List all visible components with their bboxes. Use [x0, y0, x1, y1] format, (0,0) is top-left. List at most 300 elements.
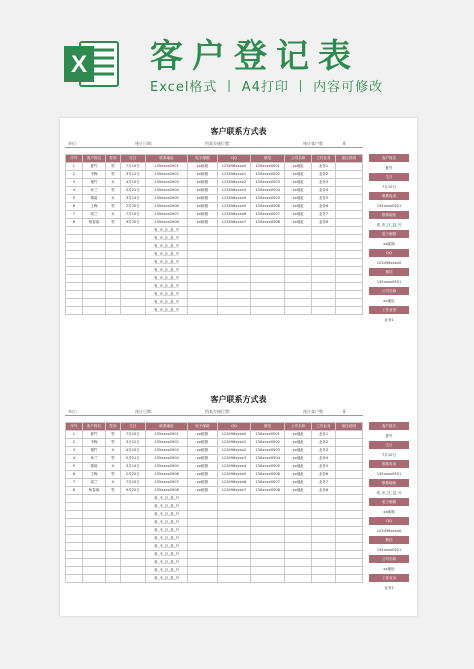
field-value: 7月10日 — [369, 451, 409, 459]
table-cell: 135xxxx0505 — [146, 463, 188, 471]
field-value: 123456xxxx0 — [369, 527, 409, 535]
table-cell — [251, 511, 285, 519]
table-cell: 业务2 — [312, 171, 335, 179]
table-cell — [312, 243, 335, 251]
table-cell — [106, 267, 121, 275]
table-cell: xx地址 — [284, 171, 311, 179]
table-cell — [284, 511, 311, 519]
table-cell — [106, 251, 121, 259]
template-title: 客户登记表 — [150, 36, 360, 75]
table-cell — [312, 307, 335, 315]
table-cell — [284, 259, 311, 267]
table-cell — [66, 519, 83, 527]
table-cell: 3月14日 — [120, 463, 145, 471]
column-header: QQ — [217, 155, 251, 163]
table-cell: 夏竹 — [82, 163, 105, 171]
table-cell: 女 — [106, 179, 121, 187]
table-cell: xx邮箱 — [188, 163, 217, 171]
table-cell — [120, 283, 145, 291]
table-cell: 7 — [66, 479, 83, 487]
address-placeholder: 省_市_区_县_号 — [146, 511, 188, 519]
field-label: 公司名称 — [369, 555, 409, 563]
field-label: 联系电话 — [369, 460, 409, 468]
table-cell — [217, 495, 251, 503]
table-cell: 男 — [106, 219, 121, 227]
table-cell — [66, 243, 83, 251]
table-cell: 123456xxxx1 — [217, 439, 251, 447]
table-cell: xx地址 — [284, 431, 311, 439]
table-cell — [217, 511, 251, 519]
table-cell — [217, 567, 251, 575]
table-cell — [106, 519, 121, 527]
table-row — [66, 447, 363, 455]
table-cell: 业务2 — [312, 439, 335, 447]
table-row — [66, 203, 363, 211]
table-cell: 135xxxx0503 — [251, 447, 285, 455]
table-cell — [82, 551, 105, 559]
field-label: 电子邮箱 — [369, 230, 409, 238]
table-cell: 3月12日 — [120, 171, 145, 179]
table-cell — [82, 519, 105, 527]
table-cell — [217, 527, 251, 535]
table-cell — [251, 267, 285, 275]
table-cell — [251, 559, 285, 567]
table-cell: 杨春菊 — [82, 219, 105, 227]
table-cell: 135xxxx0506 — [251, 203, 285, 211]
field-value: 省_市_区_县_号 — [369, 489, 409, 497]
table-cell — [120, 251, 145, 259]
field-value: 123456xxxx0 — [369, 259, 409, 267]
table-cell — [82, 283, 105, 291]
column-header: 电子邮箱 — [188, 155, 217, 163]
table-cell: 123456xxxx2 — [217, 447, 251, 455]
table-row — [66, 179, 363, 187]
table-cell: xx邮箱 — [188, 487, 217, 495]
table-cell — [335, 479, 362, 487]
table-cell — [335, 267, 362, 275]
table-cell — [251, 243, 285, 251]
table-cell — [251, 251, 285, 259]
table-cell — [217, 259, 251, 267]
table-cell — [312, 575, 335, 583]
table-cell: xx地址 — [284, 179, 311, 187]
table-cell: 135xxxx0507 — [251, 479, 285, 487]
table-cell — [335, 291, 362, 299]
table-cell — [120, 235, 145, 243]
table-cell — [284, 267, 311, 275]
table-cell — [335, 251, 362, 259]
table-cell: 123456xxxx3 — [217, 187, 251, 195]
table-cell: 123456xxxx0 — [217, 163, 251, 171]
table-cell — [217, 551, 251, 559]
table-cell — [284, 575, 311, 583]
table-cell — [251, 291, 285, 299]
table-cell — [312, 511, 335, 519]
table-cell — [335, 519, 362, 527]
address-placeholder: 省_市_区_县_号 — [146, 267, 188, 275]
table-cell — [82, 567, 105, 575]
unit-label: 单位: — [68, 141, 78, 146]
blank-row — [66, 519, 363, 527]
table-cell — [106, 227, 121, 235]
excel-icon — [62, 38, 120, 90]
table-cell: 135xxxx0504 — [251, 455, 285, 463]
table-cell — [251, 299, 285, 307]
table-cell: 123456xxxx6 — [217, 211, 251, 219]
table-cell — [312, 291, 335, 299]
table-cell — [188, 235, 217, 243]
table-cell — [284, 527, 311, 535]
table-cell — [284, 551, 311, 559]
table-cell — [120, 519, 145, 527]
table-cell: 8 — [66, 487, 83, 495]
table-cell — [335, 551, 362, 559]
table-cell: xx地址 — [284, 455, 311, 463]
field-value: 135xxxx0501 — [369, 546, 409, 554]
address-placeholder: 省_市_区_县_号 — [146, 551, 188, 559]
table-cell: 6 — [66, 203, 83, 211]
address-placeholder: 省_市_区_县_号 — [146, 283, 188, 291]
field-label: 联系地址 — [369, 479, 409, 487]
table-cell — [188, 267, 217, 275]
table-cell: 1 — [66, 163, 83, 171]
table-cell — [284, 291, 311, 299]
table-cell — [312, 567, 335, 575]
table-cell — [82, 235, 105, 243]
table-cell: 135xxxx0506 — [146, 203, 188, 211]
table-row — [66, 211, 363, 219]
column-header: 序号 — [66, 423, 83, 431]
field-value: 业务1 — [369, 316, 409, 324]
table-cell — [217, 267, 251, 275]
address-placeholder: 省_市_区_县_号 — [146, 299, 188, 307]
table-cell: 135xxxx0505 — [146, 195, 188, 203]
table-cell: 业务5 — [312, 463, 335, 471]
table-cell — [335, 559, 362, 567]
table-cell: 135xxxx0503 — [146, 179, 188, 187]
table-cell — [284, 307, 311, 315]
location-label: 档案存储位置: — [205, 141, 231, 146]
table-cell: 7月10日 — [120, 211, 145, 219]
table-cell — [66, 527, 83, 535]
table-cell — [251, 495, 285, 503]
table-cell: 王梅 — [82, 203, 105, 211]
table-cell — [106, 243, 121, 251]
table-cell — [335, 431, 362, 439]
table-cell — [217, 543, 251, 551]
address-placeholder: 省_市_区_县_号 — [146, 503, 188, 511]
blank-row — [66, 495, 363, 503]
table-cell — [82, 511, 105, 519]
table-row — [66, 219, 363, 227]
table-cell — [120, 567, 145, 575]
table-cell: xx地址 — [284, 479, 311, 487]
table-cell — [335, 487, 362, 495]
table-cell — [82, 267, 105, 275]
table-cell: xx邮箱 — [188, 431, 217, 439]
table-cell — [188, 567, 217, 575]
table-cell — [66, 251, 83, 259]
table-cell: 业务6 — [312, 203, 335, 211]
table-cell: xx邮箱 — [188, 463, 217, 471]
table-row — [66, 163, 363, 171]
field-label: 生日 — [369, 441, 409, 449]
field-label: 生日 — [369, 173, 409, 181]
address-placeholder: 省_市_区_县_号 — [146, 243, 188, 251]
table-cell — [217, 575, 251, 583]
table-cell — [217, 275, 251, 283]
table-cell — [188, 283, 217, 291]
table-cell: 135xxxx0502 — [146, 171, 188, 179]
table-cell — [335, 463, 362, 471]
blank-row — [66, 267, 363, 275]
table-cell: 女 — [106, 195, 121, 203]
blank-row — [66, 259, 363, 267]
table-cell — [335, 527, 362, 535]
table-cell: 2 — [66, 439, 83, 447]
table-cell — [66, 503, 83, 511]
column-header: 备注说明 — [335, 423, 362, 431]
blank-row — [66, 283, 363, 291]
table-cell — [120, 503, 145, 511]
table-cell — [82, 259, 105, 267]
table-cell — [312, 235, 335, 243]
column-header: 客户姓名 — [82, 155, 105, 163]
table-cell — [120, 559, 145, 567]
table-cell: 123456xxxx1 — [217, 171, 251, 179]
table-cell: 9月20日 — [120, 487, 145, 495]
title-underline — [65, 147, 363, 148]
table-cell: 男 — [106, 487, 121, 495]
table-cell — [120, 535, 145, 543]
table-row — [66, 195, 363, 203]
field-value: 7月10日 — [369, 183, 409, 191]
table-cell — [82, 243, 105, 251]
table-cell: xx地址 — [284, 471, 311, 479]
table-cell — [335, 195, 362, 203]
table-cell — [120, 227, 145, 235]
table-row — [66, 463, 363, 471]
table-cell: 135xxxx0508 — [251, 487, 285, 495]
table-cell — [335, 471, 362, 479]
table-cell — [188, 495, 217, 503]
table-cell: xx邮箱 — [188, 471, 217, 479]
table-cell — [312, 259, 335, 267]
table-cell — [312, 227, 335, 235]
table-cell: 男 — [106, 187, 121, 195]
table-cell — [188, 503, 217, 511]
table-cell: 135xxxx0505 — [251, 463, 285, 471]
table-cell: 业务8 — [312, 219, 335, 227]
table-cell: 135xxxx0507 — [146, 479, 188, 487]
table-cell — [312, 283, 335, 291]
column-header: 公司名称 — [284, 423, 311, 431]
address-placeholder: 省_市_区_县_号 — [146, 291, 188, 299]
table-cell — [335, 495, 362, 503]
table-cell: xx邮箱 — [188, 171, 217, 179]
table-cell — [217, 251, 251, 259]
table-cell: 秦菊 — [82, 195, 105, 203]
table-cell: 135xxxx0504 — [146, 455, 188, 463]
table-cell: 业务6 — [312, 471, 335, 479]
table-cell: 9月20日 — [120, 219, 145, 227]
table-cell — [82, 559, 105, 567]
table-cell: 135xxxx0501 — [251, 163, 285, 171]
table-cell: 135xxxx0506 — [146, 471, 188, 479]
table-cell — [335, 535, 362, 543]
unit-label: 单位: — [68, 409, 78, 414]
table-cell: 男 — [106, 455, 121, 463]
table-cell: 3月14日 — [120, 195, 145, 203]
table-cell — [188, 291, 217, 299]
table-cell — [335, 211, 362, 219]
table-cell — [82, 299, 105, 307]
table-cell — [66, 283, 83, 291]
count-label: 统计客户数 — [303, 141, 323, 146]
table-cell — [66, 275, 83, 283]
table-row — [66, 431, 363, 439]
table-cell: 秦菊 — [82, 463, 105, 471]
table-cell — [335, 511, 362, 519]
field-label: 电子邮箱 — [369, 498, 409, 506]
table-cell — [66, 291, 83, 299]
table-cell: 123456xxxx2 — [217, 179, 251, 187]
table-cell — [66, 495, 83, 503]
table-cell — [251, 283, 285, 291]
table-cell: 4 — [66, 187, 83, 195]
address-placeholder: 省_市_区_县_号 — [146, 275, 188, 283]
table-cell: xx邮箱 — [188, 203, 217, 211]
table-cell: 6 — [66, 471, 83, 479]
table-cell — [106, 291, 121, 299]
blank-row — [66, 527, 363, 535]
field-value: 业务1 — [369, 584, 409, 592]
table-cell: 男 — [106, 203, 121, 211]
table-cell — [251, 567, 285, 575]
table-cell — [251, 503, 285, 511]
template-subtitle: Excel格式 丨 A4打印 丨 内容可修改 — [150, 80, 384, 95]
table-cell — [66, 267, 83, 275]
table-cell: 男 — [106, 431, 121, 439]
field-value: xx地址 — [369, 297, 409, 305]
table-cell — [284, 227, 311, 235]
table-cell — [188, 543, 217, 551]
address-placeholder: 省_市_区_县_号 — [146, 567, 188, 575]
blank-row — [66, 559, 363, 567]
blank-row — [66, 235, 363, 243]
table-cell: xx邮箱 — [188, 179, 217, 187]
date-label: 统计日期: — [135, 141, 153, 146]
table-cell: xx地址 — [284, 447, 311, 455]
address-placeholder: 省_市_区_县_号 — [146, 535, 188, 543]
table-cell — [335, 299, 362, 307]
table-cell — [66, 259, 83, 267]
table-cell — [120, 511, 145, 519]
sheet-copy — [65, 394, 412, 614]
column-header: 性别 — [106, 423, 121, 431]
table-cell — [312, 495, 335, 503]
table-cell: 4月10日 — [120, 179, 145, 187]
table-cell — [217, 243, 251, 251]
table-cell: 135xxxx0501 — [251, 431, 285, 439]
field-label: 客户姓名 — [369, 154, 409, 162]
table-cell — [284, 559, 311, 567]
table-cell: 135xxxx0508 — [251, 219, 285, 227]
table-cell: 业务3 — [312, 447, 335, 455]
table-cell — [251, 307, 285, 315]
table-cell — [284, 275, 311, 283]
table-cell — [335, 163, 362, 171]
table-cell — [217, 227, 251, 235]
table-cell — [82, 307, 105, 315]
table-cell: 女 — [106, 463, 121, 471]
table-cell — [82, 543, 105, 551]
table-cell: 女 — [106, 479, 121, 487]
table-cell — [106, 511, 121, 519]
table-cell: 3 — [66, 447, 83, 455]
table-cell — [312, 543, 335, 551]
blank-row — [66, 299, 363, 307]
table-cell: xx邮箱 — [188, 219, 217, 227]
table-cell — [335, 283, 362, 291]
table-cell — [120, 495, 145, 503]
table-cell — [335, 235, 362, 243]
table-cell — [82, 227, 105, 235]
table-cell: 135xxxx0501 — [146, 163, 188, 171]
table-cell — [66, 227, 83, 235]
field-label: 微信 — [369, 536, 409, 544]
table-cell: 2月20日 — [120, 203, 145, 211]
table-cell — [106, 551, 121, 559]
table-cell: xx地址 — [284, 219, 311, 227]
count-value: 8 — [343, 409, 346, 414]
table-cell — [251, 227, 285, 235]
table-cell — [335, 307, 362, 315]
table-row — [66, 479, 363, 487]
field-label: 联系电话 — [369, 192, 409, 200]
table-cell: 135xxxx0504 — [251, 187, 285, 195]
table-cell — [335, 227, 362, 235]
field-value: xx地址 — [369, 565, 409, 573]
table-cell — [284, 519, 311, 527]
customer-table — [65, 422, 363, 583]
table-cell: xx邮箱 — [188, 479, 217, 487]
table-cell — [284, 299, 311, 307]
table-cell: 业务8 — [312, 487, 335, 495]
table-cell — [120, 307, 145, 315]
table-cell — [188, 275, 217, 283]
table-cell: 男 — [106, 439, 121, 447]
table-cell — [188, 243, 217, 251]
table-cell — [82, 535, 105, 543]
table-cell: xx地址 — [284, 463, 311, 471]
table-cell: 韦梅 — [82, 439, 105, 447]
table-cell: 男 — [106, 163, 121, 171]
customer-table — [65, 154, 363, 315]
address-placeholder: 省_市_区_县_号 — [146, 251, 188, 259]
table-cell — [120, 543, 145, 551]
table-cell — [120, 551, 145, 559]
table-cell — [251, 527, 285, 535]
table-cell: 女 — [106, 447, 121, 455]
table-cell — [120, 259, 145, 267]
table-cell: 4月10日 — [120, 447, 145, 455]
field-value: 135xxxx0501 — [369, 202, 409, 210]
table-cell: 业务3 — [312, 179, 335, 187]
table-row — [66, 439, 363, 447]
field-value: 135xxxx0501 — [369, 278, 409, 286]
table-cell: 3月12日 — [120, 439, 145, 447]
